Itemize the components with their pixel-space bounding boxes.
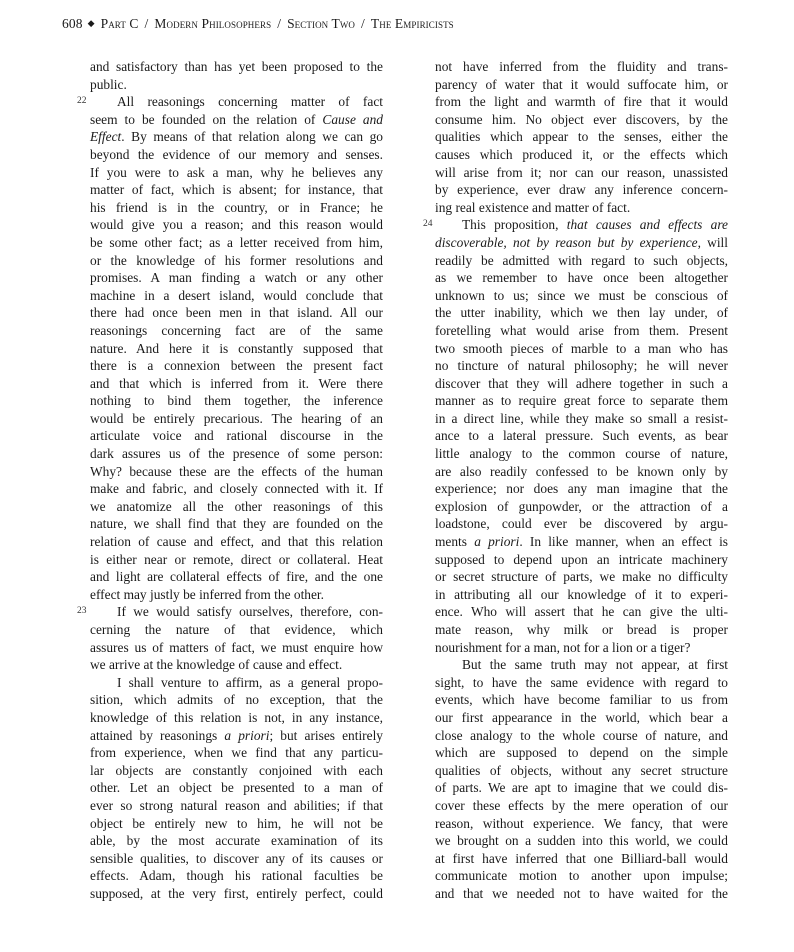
line-text: ing real existence and matter of fact.: [435, 199, 631, 215]
line-text: knowledge of this relation is not, in any instance,: [90, 709, 383, 725]
line-text: from the light and warmth of fire that it would: [435, 94, 728, 110]
line-text: will arise from it; nor can our reason, unassisted: [435, 164, 728, 180]
line-text: qualities which appear to the senses, either the: [435, 129, 728, 145]
line-text: relation of cause and effect, and that this relation: [90, 534, 383, 550]
paragraph-number: 23: [77, 606, 87, 617]
text-line: [90, 128, 383, 146]
line-text: unknown to us; since we must be conscious of: [435, 287, 728, 303]
slash-separator: /: [277, 16, 282, 31]
text-line: [435, 709, 728, 727]
text-line: [435, 445, 728, 463]
part-label: Part C: [100, 16, 139, 31]
line-text: assures us of matters of fact, we must enquire how: [90, 639, 383, 655]
line-text: . By means of that relation along we can go: [121, 129, 383, 145]
text-line: [77, 93, 383, 111]
text-line: [90, 867, 383, 885]
line-text: sition, which admits of no exception, that the: [90, 692, 383, 708]
line-text: ; but arises entirely: [269, 727, 384, 743]
line-text: machine in a desert island, would conclude that: [90, 287, 383, 303]
line-text: our first appearance in the world, which bear a: [435, 709, 728, 725]
line-text: sight, to have the same evidence with regard to: [435, 674, 728, 690]
text-line: [90, 392, 383, 410]
text-line: [435, 234, 728, 252]
text-line: [90, 551, 383, 569]
line-text: nothing to bind them together, the inference: [90, 393, 383, 409]
text-line: [90, 427, 383, 445]
line-text: his friend is in the country, or in France; he: [90, 199, 383, 215]
text-line: [435, 744, 728, 762]
line-text: and that which is inferred from it. Were there: [90, 375, 383, 391]
line-text: matter of fact, which is absent; for instance, that: [90, 182, 383, 198]
text-line: [90, 727, 383, 745]
italic-text: Effect: [90, 129, 122, 145]
paragraph-number: 24: [423, 219, 433, 230]
text-line: [90, 445, 383, 463]
text-line: [435, 410, 728, 428]
line-text: foretelling what would arise from them. Present: [435, 322, 728, 338]
text-line: [435, 515, 728, 533]
line-text: nourishment for a man, not for a lion or a tiger?: [435, 639, 691, 655]
text-line: [90, 410, 383, 428]
line-text: qualities of objects, without any secret structure: [435, 762, 728, 778]
text-line: [90, 533, 383, 551]
line-text: not have inferred from the fluidity and trans-: [435, 59, 728, 74]
line-text: at first have inferred that one Billiard-ball would: [435, 850, 728, 866]
text-line: [90, 322, 383, 340]
book-title: Modern Philosophers: [154, 16, 272, 31]
line-text: nature, we shall find that they are founded on the: [90, 516, 383, 532]
text-line: [90, 480, 383, 498]
line-text: parency of water that it would suffocate him, or: [435, 76, 728, 92]
text-line: [90, 375, 383, 393]
text-line: [90, 146, 383, 164]
line-text: beyond the evidence of our memory and senses.: [90, 146, 383, 162]
text-line: [90, 111, 383, 129]
text-line: [435, 480, 728, 498]
text-line: [90, 885, 383, 903]
text-line: [435, 551, 728, 569]
text-line: [90, 164, 383, 182]
text-line: [90, 357, 383, 375]
line-text: All reasonings concerning matter of fact: [117, 94, 383, 110]
line-text: of parts. We are apt to imagine that we could dis-: [435, 780, 728, 796]
line-text: manner as to require great force to separate them: [435, 393, 728, 409]
line-text: sensible qualities, to discover any of its causes or: [90, 850, 383, 866]
line-text: we anatomize all the other reasonings of this: [90, 498, 383, 514]
text-line: [435, 357, 728, 375]
text-line: [90, 674, 383, 692]
italic-text: a priori: [224, 727, 270, 743]
text-line: [90, 216, 383, 234]
text-line: [435, 375, 728, 393]
text-line: [90, 340, 383, 358]
line-text: are also readily confessed to be known only by: [435, 463, 728, 479]
line-text: we arrive at the knowledge of cause and effect.: [90, 657, 343, 673]
line-text: ance to a lateral pressure. Such events, as bear: [435, 428, 728, 444]
text-line: [435, 797, 728, 815]
line-text: cover these effects by the mere operation of our: [435, 797, 728, 813]
text-line: [435, 322, 728, 340]
line-text: we brought on a sudden into this world, we could: [435, 833, 728, 849]
text-line: [90, 779, 383, 797]
line-text: ence. Who will assert that he can give the ulti-: [435, 604, 728, 620]
diamond-ornament-icon: ◆: [87, 18, 95, 28]
left-text-column: [77, 58, 384, 903]
line-text: readily be admitted with regard to such objects,: [435, 252, 728, 268]
text-line: [90, 304, 383, 322]
text-line: [90, 252, 383, 270]
line-text: . In like manner, when an effect is: [519, 534, 729, 550]
text-line: [90, 744, 383, 762]
line-text: able, by the most accurate examination of its: [90, 833, 383, 849]
line-text: by experience, ever draw any inference concern-: [435, 182, 728, 198]
text-line: [435, 727, 728, 745]
line-text: as we remember to have once been altogether: [435, 270, 728, 286]
line-text: the utter inability, which we then lay under, of: [435, 305, 728, 321]
line-text: cerning the nature of that evidence, which: [90, 622, 383, 637]
text-line: [435, 639, 728, 657]
italic-text: a priori: [474, 534, 520, 550]
line-text: public.: [90, 76, 127, 92]
line-text: in attributing all our knowledge of it to experi-: [435, 586, 728, 602]
text-line: [435, 656, 728, 674]
line-text: communicate motion to another upon impulse;: [435, 868, 728, 884]
line-text: is either near or remote, direct or collateral. Heat: [90, 551, 383, 567]
text-line: [435, 93, 728, 111]
line-text: which are supposed to depend on the simple: [435, 745, 728, 761]
text-line: [435, 586, 728, 604]
line-text: supposed to depend upon an intricate machinery: [435, 551, 728, 567]
line-text: reason, without experience. We fancy, that were: [435, 815, 728, 831]
text-line: [435, 181, 728, 199]
line-text: object be entirely new to him, he will not be: [90, 815, 383, 831]
line-text: effects. Adam, though his rational faculties be: [90, 868, 383, 884]
text-line: [90, 181, 383, 199]
text-line: [90, 850, 383, 868]
text-line: [435, 815, 728, 833]
italic-text: Cause and: [322, 111, 383, 127]
line-text: make and fabric, and closely connected with it. If: [90, 481, 383, 497]
line-text: lar objects are constantly conjoined with each: [90, 762, 383, 778]
text-line: [90, 515, 383, 533]
text-line: [435, 533, 728, 551]
line-text: would be entirely precarious. The hearing of an: [90, 410, 383, 426]
text-line: [90, 691, 383, 709]
text-line: [435, 691, 728, 709]
text-line: [90, 76, 383, 94]
text-line: [90, 639, 383, 657]
line-text: Why? because these are the effects of the human: [90, 463, 383, 479]
text-line: [435, 392, 728, 410]
line-text: there had once been men in that island. All our: [90, 305, 383, 321]
text-line: [90, 709, 383, 727]
line-text: If we would satisfy ourselves, therefore, con-: [117, 604, 383, 620]
line-text: If you were to ask a man, why he believes any: [90, 164, 383, 180]
text-line: [435, 603, 728, 621]
text-line: [90, 269, 383, 287]
slash-separator: /: [144, 16, 149, 31]
line-text: events, which have become familiar to us from: [435, 692, 728, 708]
line-text: causes which produced it, or the effects which: [435, 146, 728, 162]
subsection-label: The Empiricists: [370, 16, 454, 31]
text-line: [435, 146, 728, 164]
line-text: ments: [435, 534, 475, 550]
line-text: there is a connexion between the present fact: [90, 358, 383, 374]
text-line: [435, 128, 728, 146]
line-text: supposed, at the very first, entirely perfect, could: [90, 885, 383, 901]
slash-separator: /: [361, 16, 365, 31]
line-text: mate reason, why milk or bread is proper: [435, 622, 728, 637]
line-text: from experience, when we find that any particu-: [90, 745, 383, 761]
line-text: explosion of gunpowder, or the attraction of a: [435, 498, 728, 514]
line-text: little analogy to the common course of nature,: [435, 446, 728, 462]
text-line: [435, 463, 728, 481]
line-text: and satisfactory than has yet been proposed to the: [90, 59, 383, 74]
text-line: [435, 199, 728, 217]
text-line: [90, 568, 383, 586]
line-text: close analogy to the whole course of nature, and: [435, 727, 728, 743]
text-line: [435, 304, 728, 322]
line-text: I shall venture to affirm, as a general propo-: [117, 674, 383, 690]
text-line: [435, 269, 728, 287]
line-text: But the same truth may not appear, at first: [462, 657, 728, 673]
line-text: no tincture of natural philosophy; he will never: [435, 358, 728, 374]
line-text: , will: [697, 234, 728, 250]
text-line: [435, 568, 728, 586]
line-text: two smooth pieces of marble to a man who has: [435, 340, 728, 356]
text-line: [90, 797, 383, 815]
text-line: [90, 832, 383, 850]
italic-text: that causes and effects are: [566, 217, 728, 233]
text-line: [77, 603, 383, 621]
line-text: seem to be founded on the relation of: [90, 111, 323, 127]
text-line: [90, 463, 383, 481]
line-text: consume him. No object ever discovers, by the: [435, 111, 728, 127]
text-line: [90, 815, 383, 833]
text-line: [90, 58, 383, 76]
line-text: loadstone, could ever be discovered by argu-: [435, 516, 728, 532]
italic-text: discoverable, not by reason but by experience: [435, 234, 698, 250]
text-line: [423, 216, 728, 234]
line-text: and light are collateral effects of fire, and the one: [90, 569, 383, 585]
line-text: attained by reasonings: [90, 727, 225, 743]
text-line: [435, 164, 728, 182]
line-text: promises. A man finding a watch or any other: [90, 270, 383, 286]
text-line: [435, 427, 728, 445]
text-line: [435, 674, 728, 692]
line-text: or the knowledge of his former resolutions and: [90, 252, 383, 268]
text-line: [435, 885, 728, 903]
line-text: experience; nor does any man imagine that the: [435, 481, 728, 497]
line-text: be some other fact; as a letter received from him,: [90, 234, 383, 250]
text-line: [90, 498, 383, 516]
section-label: Section Two: [287, 16, 356, 31]
text-line: [435, 498, 728, 516]
line-text: reasonings concerning fact are of the same: [90, 322, 383, 338]
line-text: other. Let an object be presented to a man of: [90, 780, 383, 796]
paragraph-number: 22: [77, 96, 87, 107]
text-line: [435, 111, 728, 129]
page-number: 608: [62, 16, 83, 31]
running-head: [62, 16, 454, 32]
line-text: and that we needed not to have waited for the: [435, 885, 728, 901]
text-line: [90, 199, 383, 217]
text-line: [435, 287, 728, 305]
text-line: [435, 762, 728, 780]
line-text: nature. And here it is constantly supposed that: [90, 340, 383, 356]
text-line: [435, 779, 728, 797]
text-line: [435, 832, 728, 850]
text-line: [435, 58, 728, 76]
line-text: This proposition,: [462, 217, 567, 233]
text-line: [435, 340, 728, 358]
text-line: [435, 867, 728, 885]
text-line: [90, 287, 383, 305]
text-line: [435, 621, 728, 639]
text-line: [435, 252, 728, 270]
text-line: [90, 234, 383, 252]
line-text: discover that they will adhere together in such a: [435, 375, 728, 391]
line-text: effect may justly be inferred from the other.: [90, 586, 325, 602]
text-line: [435, 76, 728, 94]
line-text: in a direct line, while they make so small a resist-: [435, 410, 728, 426]
text-line: [90, 621, 383, 639]
right-text-column: [423, 58, 729, 903]
line-text: or secret structure of parts, we make no difficulty: [435, 569, 728, 585]
text-line: [435, 850, 728, 868]
text-line: [90, 762, 383, 780]
text-line: [90, 656, 383, 674]
line-text: ever so strong natural reason and abilities; if that: [90, 797, 383, 813]
line-text: would give you a reason; and this reason would: [90, 217, 383, 233]
line-text: articulate voice and rational discourse in the: [90, 428, 383, 444]
text-line: [90, 586, 383, 604]
line-text: dark assures us of the presence of some person:: [90, 446, 383, 462]
